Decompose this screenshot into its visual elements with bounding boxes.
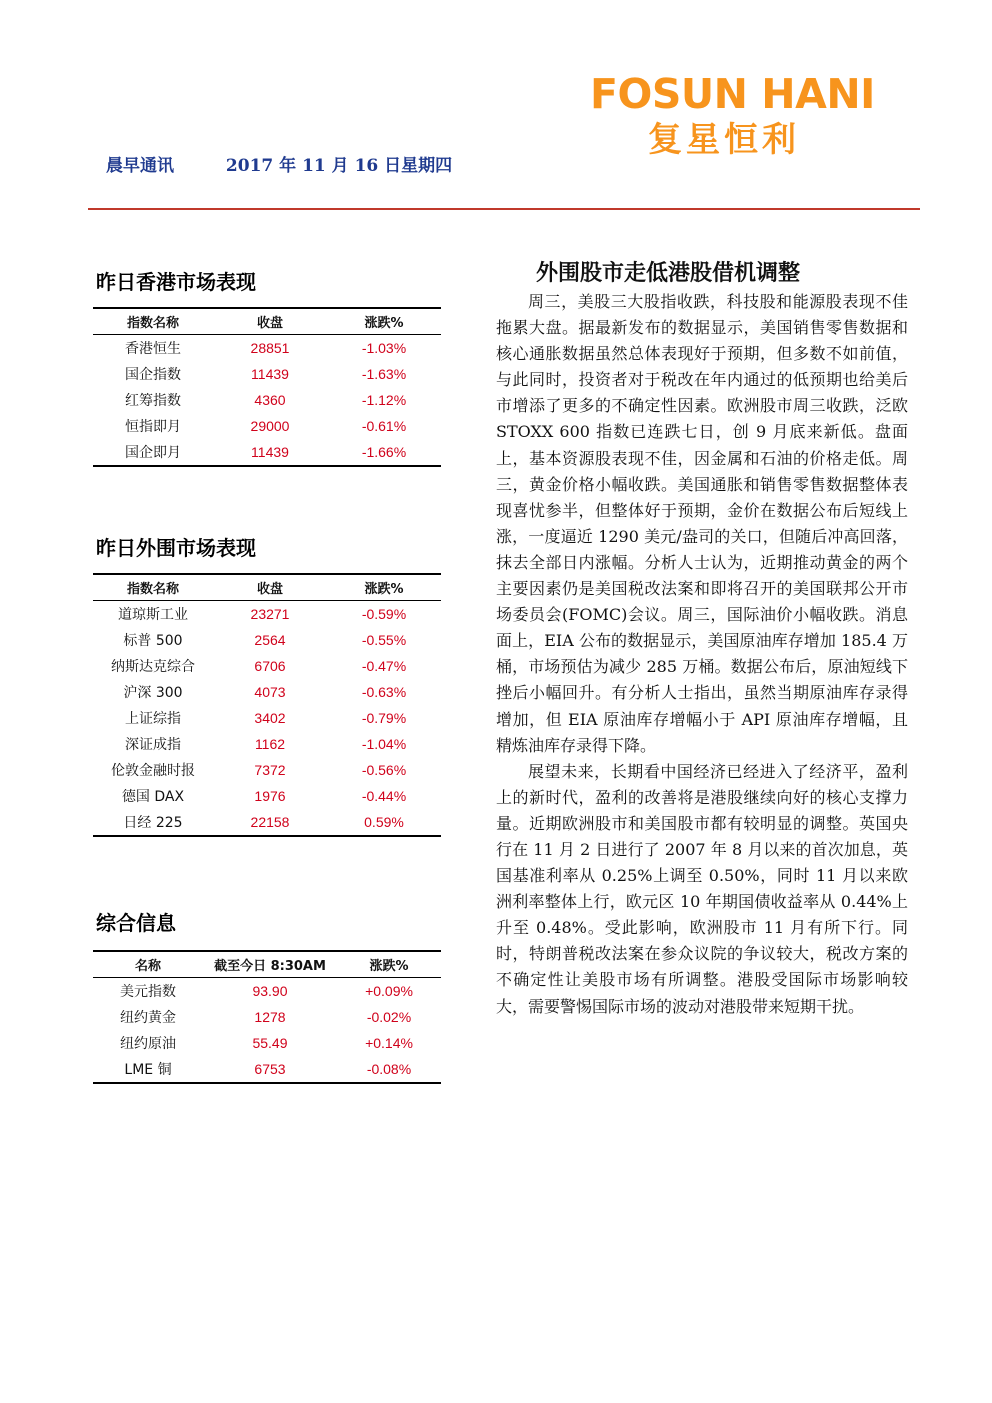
index-name-cell: 香港恒生 <box>125 341 181 357</box>
index-name-cell: 深证成指 <box>125 737 181 753</box>
column-header: 收盘 <box>213 574 327 601</box>
index-name-cell: 国企指数 <box>125 367 181 383</box>
index-name-cell: 标普 500 <box>123 633 183 649</box>
index-name-cell: 纽约原油 <box>120 1036 176 1052</box>
table-row <box>93 705 441 731</box>
hk-market-table <box>93 307 441 467</box>
table-row <box>93 361 441 387</box>
newsletter-name: 晨早通讯 <box>106 156 174 176</box>
close-value-cell: 28851 <box>250 340 290 356</box>
close-value-cell: 11439 <box>213 439 327 466</box>
index-name-cell: LME 铜 <box>93 1056 203 1083</box>
column-header: 涨跌% <box>327 308 441 335</box>
change-percent-cell: -0.47% <box>361 658 407 674</box>
table-row <box>93 387 441 413</box>
company-logo <box>590 70 910 170</box>
change-percent-cell: -0.08% <box>337 1056 441 1083</box>
table-row <box>93 731 441 757</box>
table-row <box>93 809 441 836</box>
close-value-cell: 4360 <box>254 392 286 408</box>
change-percent-cell: -0.44% <box>361 788 407 804</box>
index-name-cell: 伦敦金融时报 <box>111 763 195 779</box>
close-value-cell: 1976 <box>254 788 286 804</box>
change-percent-cell: -0.55% <box>361 632 407 648</box>
column-header: 指数名称 <box>93 574 213 601</box>
newsletter-header <box>106 151 452 176</box>
close-value-cell: 6753 <box>203 1056 337 1083</box>
change-percent-cell: -1.03% <box>361 340 407 356</box>
logo-english-text: FOSUN HANI <box>590 70 875 118</box>
article-paragraph: 展望未来，长期看中国经济已经进入了经济平，盈利上的新时代，盈利的改善将是港股继续向好的核心支撑力量。近期欧洲股市和美国股市都有较明显的调整。英国央行在 11 月 2 日进行了 2007 年 8 月以来的首次加息，英国基准利率从 0.25%上调至 0.50%，同时 11 月以来欧洲利率整体上行，欧元区 10 年期国债收益率从 0.44%上升至 0.48%。受此影响，欧洲股市 11 月有所下行。同时，特朗普税改法案在参众议院的争议较大，税改方案的不确定性让美股市场有所调整。港股受国际市场影响较大，需要警惕国际市场的波动对港股带来短期干扰。 <box>496 761 908 1016</box>
close-value-cell: 93.90 <box>252 983 288 999</box>
close-value-cell: 1162 <box>254 736 286 752</box>
column-header: 指数名称 <box>93 308 213 335</box>
table-row <box>93 439 441 466</box>
table-row <box>93 413 441 439</box>
change-percent-cell: -1.66% <box>327 439 441 466</box>
change-percent-cell: -1.63% <box>361 366 407 382</box>
header-divider <box>88 208 920 210</box>
close-value-cell: 4073 <box>254 684 286 700</box>
table-row <box>93 335 441 362</box>
index-name-cell: 纳斯达克综合 <box>111 659 195 675</box>
close-value-cell: 11439 <box>251 366 289 382</box>
change-percent-cell: -0.02% <box>366 1009 412 1025</box>
change-percent-cell: +0.09% <box>365 983 413 999</box>
close-value-cell: 29000 <box>250 418 290 434</box>
index-name-cell: 红筹指数 <box>125 393 181 409</box>
close-value-cell: 3402 <box>254 710 286 726</box>
table-row <box>93 783 441 809</box>
close-value-cell: 23271 <box>250 606 290 622</box>
close-value-cell: 6706 <box>254 658 286 674</box>
article-body <box>496 289 908 1020</box>
change-percent-cell: -0.79% <box>361 710 407 726</box>
column-header: 名称 <box>93 951 203 978</box>
table-header-row <box>93 574 441 601</box>
hk-market-title: 昨日香港市场表现 <box>96 270 256 294</box>
global-market-title: 昨日外围市场表现 <box>96 536 256 560</box>
change-percent-cell: -0.56% <box>361 762 407 778</box>
index-name-cell: 美元指数 <box>120 984 176 1000</box>
table-row <box>93 978 441 1005</box>
change-percent-cell: -1.04% <box>361 736 407 752</box>
table-row <box>93 1004 441 1030</box>
table-row <box>93 679 441 705</box>
change-percent-cell: -0.63% <box>361 684 407 700</box>
table-row <box>93 757 441 783</box>
table-header-row <box>93 308 441 335</box>
index-name-cell: 日经 225 <box>93 809 213 836</box>
issue-date: 2017 年 11 月 16 日星期四 <box>225 156 453 176</box>
close-value-cell: 55.49 <box>252 1035 288 1051</box>
change-percent-cell: -1.12% <box>361 392 407 408</box>
change-percent-cell: -0.59% <box>361 606 407 622</box>
table-row <box>93 1030 441 1056</box>
table-row <box>93 1056 441 1083</box>
column-header: 涨跌% <box>327 574 441 601</box>
general-info-title: 综合信息 <box>96 911 176 935</box>
table-row <box>93 601 441 628</box>
close-value-cell: 7372 <box>254 762 286 778</box>
index-name-cell: 上证综指 <box>125 711 181 727</box>
logo-chinese-text: 复星恒利 <box>648 120 800 160</box>
table-row <box>93 653 441 679</box>
index-name-cell: 国企即月 <box>93 439 213 466</box>
index-name-cell: 德国 DAX <box>121 789 185 805</box>
article-paragraph: 周三，美股三大股指收跌，科技股和能源股表现不佳拖累大盘。据最新发布的数据显示，美国销售零售数据和核心通胀数据虽然总体表现好于预期，但多数不如前值，与此同时，投资者对于税改在年内通过的低预期也给美后市增添了更多的不确定性因素。欧洲股市周三收跌，泛欧 STOXX 600 指数已连跌七日，创 9 月底来新低。盘面上，基本资源股表现不佳，因金属和石油的价格走低。周三，黄金价格小幅收跌。美国通胀和销售零售数据整体表现喜忧参半，但整体好于预期，金价在数据公布后短线上涨，一度逼近 1290 美元/盎司的关口，但随后冲高回落，抹去全部日内涨幅。分析人士认为，近期推动黄金的两个主要因素仍是美国税改法案和即将召开的美国联邦公开市场委员会(FOMC)会议。周三，国际油价小幅收跌。消息面上，EIA 公布的数据显示，美国原油库存增加 185.4 万桶，市场预估为减少 285 万桶。数据公布后，原油短线下挫后小幅回升。有分析人士指出，虽然当期原油库存录得增加，但 EIA 原油库存增幅小于 API 原油库存增幅，且精炼油库存录得下降。 <box>496 292 908 755</box>
table-header-row <box>93 951 441 978</box>
table-row <box>93 627 441 653</box>
index-name-cell: 纽约黄金 <box>120 1010 176 1026</box>
index-name-cell: 道琼斯工业 <box>118 607 188 623</box>
column-header: 涨跌% <box>337 951 441 978</box>
change-percent-cell: 0.59% <box>327 809 441 836</box>
global-market-table <box>93 573 441 837</box>
close-value-cell: 1278 <box>254 1009 286 1025</box>
column-header: 收盘 <box>213 308 327 335</box>
change-percent-cell: -0.61% <box>361 418 407 434</box>
change-percent-cell: +0.14% <box>365 1035 413 1051</box>
column-header: 截至今日 8:30AM <box>203 951 337 978</box>
index-name-cell: 恒指即月 <box>125 419 181 435</box>
close-value-cell: 22158 <box>213 809 327 836</box>
close-value-cell: 2564 <box>254 632 286 648</box>
article-title: 外围股市走低港股借机调整 <box>536 260 801 286</box>
index-name-cell: 沪深 300 <box>123 685 183 701</box>
general-info-table <box>93 950 441 1084</box>
